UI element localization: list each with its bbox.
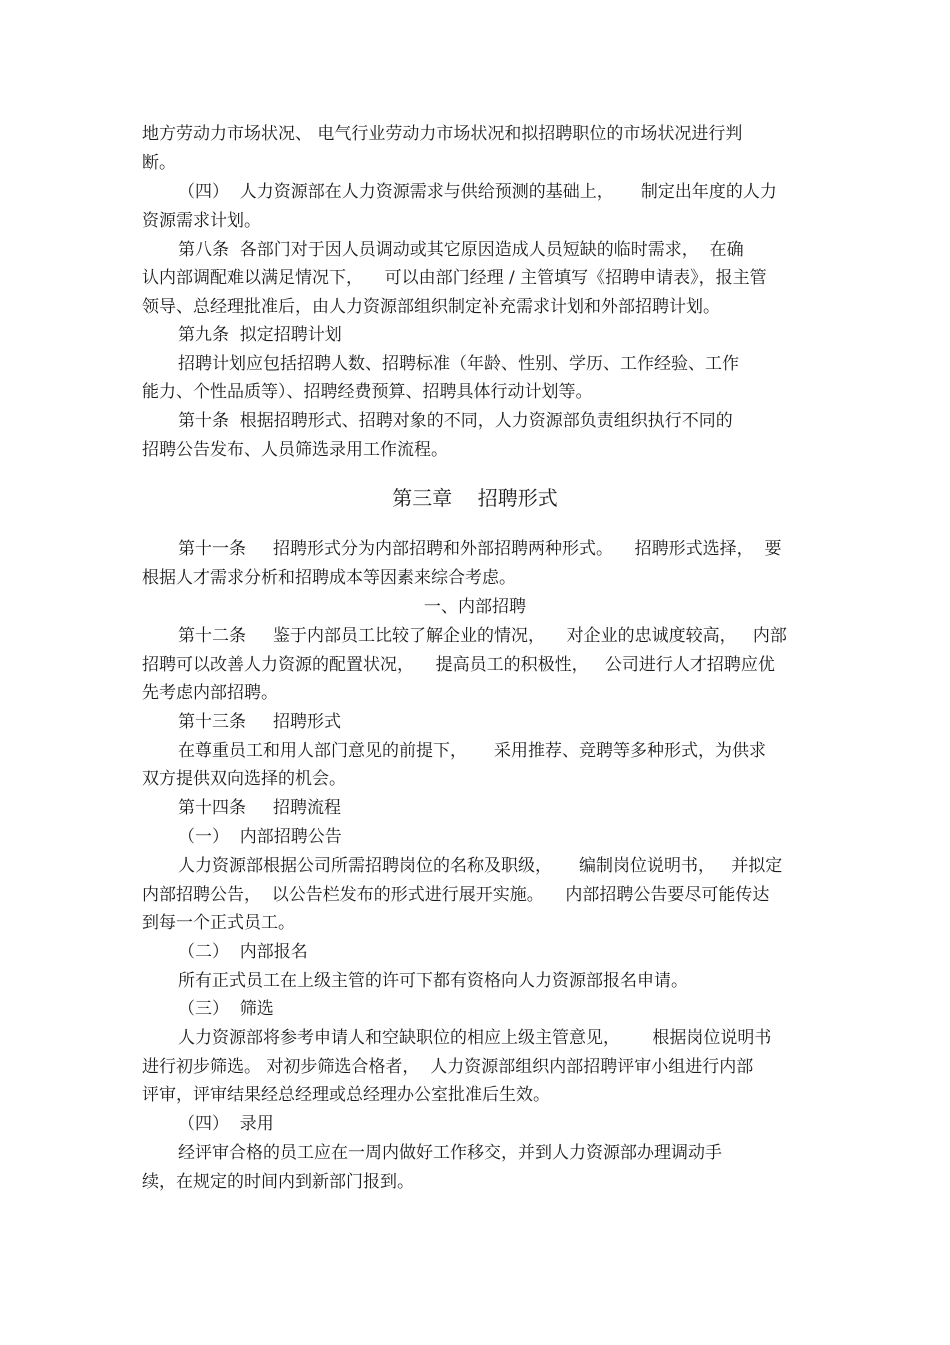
paragraph-line: 招聘计划应包括招聘人数、招聘标准（年龄、性别、学历、工作经验、工作 (178, 354, 739, 374)
paragraph-line: 能力、个性品质等）、招聘经费预算、招聘具体行动计划等。 (142, 382, 593, 402)
paragraph-line: 人力资源部根据公司所需招聘岗位的名称及职级， 编制岗位说明书， 并拟定 (178, 856, 783, 876)
paragraph-line: 到每一个正式员工。 (142, 913, 295, 933)
paragraph-line: 招聘可以改善人力资源的配置状况， 提高员工的积极性， 公司进行人才招聘应优 (142, 655, 775, 675)
paragraph-line: 地方劳动力市场状况、 电气行业劳动力市场状况和拟招聘职位的市场状况进行判 (142, 124, 743, 144)
paragraph-line: 根据人才需求分析和招聘成本等因素来综合考虑。 (142, 568, 516, 588)
paragraph-line: 第八条 各部门对于因人员调动或其它原因造成人员短缺的临时需求， 在确 (178, 240, 744, 260)
paragraph-line: 经评审合格的员工应在一周内做好工作移交，并到人力资源部办理调动手 (178, 1143, 722, 1163)
paragraph-line: 第九条 拟定招聘计划 (178, 325, 342, 345)
paragraph-line: 人力资源部将参考申请人和空缺职位的相应上级主管意见， 根据岗位说明书 (178, 1028, 772, 1048)
section-heading: 一、内部招聘 (424, 597, 526, 617)
paragraph-line: （一） 内部招聘公告 (178, 827, 342, 847)
paragraph-line: （二） 内部报名 (178, 942, 308, 962)
paragraph-line: 续，在规定的时间内到新部门报到。 (142, 1172, 414, 1192)
paragraph-line: 第十四条 招聘流程 (178, 798, 342, 818)
paragraph-line: 认内部调配难以满足情况下， 可以由部门经理 / 主管填写《招聘申请表》，报主管 (142, 268, 767, 288)
paragraph-line: 进行初步筛选。 对初步筛选合格者， 人力资源部组织内部招聘评审小组进行内部 (142, 1057, 754, 1077)
paragraph-line: 第十二条 鉴于内部员工比较了解企业的情况， 对企业的忠诚度较高， 内部 (178, 626, 787, 646)
paragraph-line: （四） 录用 (178, 1114, 274, 1134)
paragraph-line: 双方提供双向选择的机会。 (142, 769, 346, 789)
paragraph-line: 资源需求计划。 (142, 211, 261, 231)
paragraph-line: 招聘公告发布、人员筛选录用工作流程。 (142, 440, 448, 460)
paragraph-line: 领导、总经理批准后，由人力资源部组织制定补充需求计划和外部招聘计划。 (142, 297, 720, 317)
chapter-title: 第三章 招聘形式 (392, 486, 558, 510)
paragraph-line: 内部招聘公告， 以公告栏发布的形式进行展开实施。 内部招聘公告要尽可能传达 (142, 885, 770, 905)
paragraph-line: （四） 人力资源部在人力资源需求与供给预测的基础上， 制定出年度的人力 (178, 182, 777, 202)
paragraph-line: （三） 筛选 (178, 999, 274, 1019)
paragraph-line: 断。 (142, 153, 176, 173)
paragraph-line: 第十一条 招聘形式分为内部招聘和外部招聘两种形式。 招聘形式选择， 要 (178, 539, 782, 559)
paragraph-line: 评审，评审结果经总经理或总经理办公室批准后生效。 (142, 1085, 550, 1105)
paragraph-line: 第十条 根据招聘形式、招聘对象的不同，人力资源部负责组织执行不同的 (178, 411, 733, 431)
paragraph-line: 先考虑内部招聘。 (142, 683, 278, 703)
paragraph-line: 第十三条 招聘形式 (178, 712, 342, 732)
paragraph-line: 在尊重员工和用人部门意见的前提下， 采用推荐、竞聘等多种形式，为供求 (178, 741, 767, 761)
paragraph-line: 所有正式员工在上级主管的许可下都有资格向人力资源部报名申请。 (178, 971, 688, 991)
